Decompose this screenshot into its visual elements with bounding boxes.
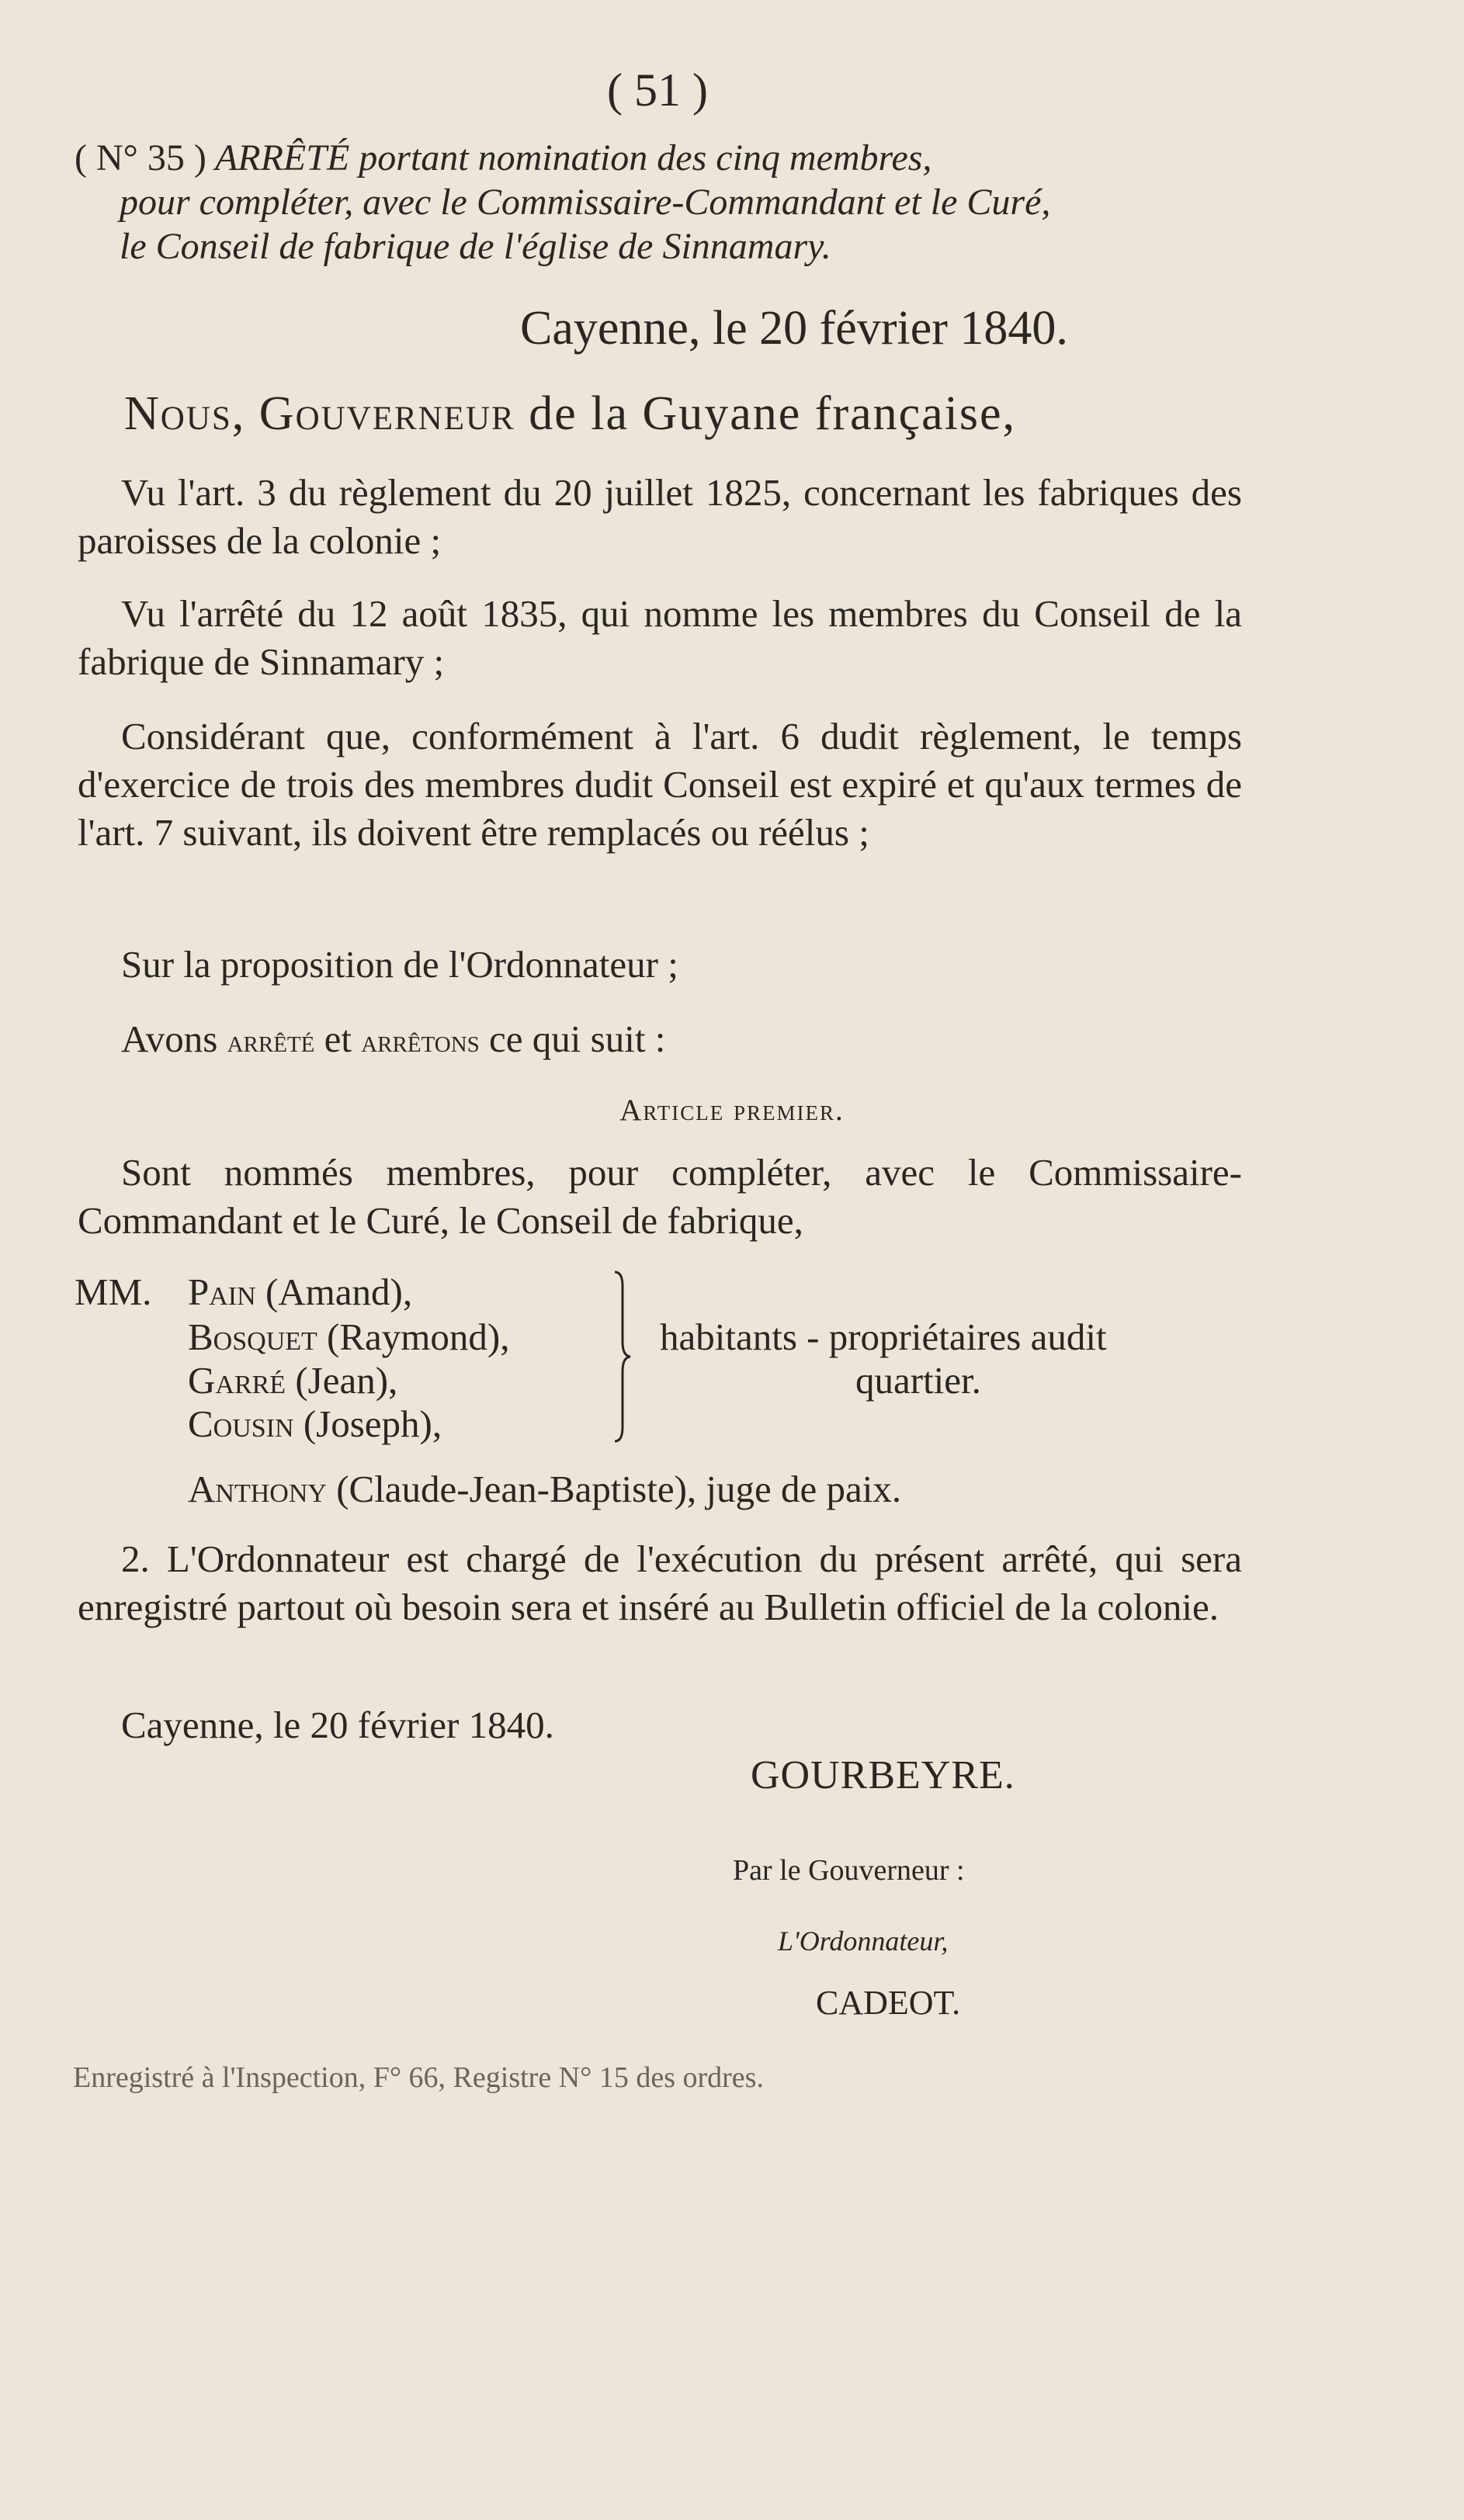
vu-2-text: Vu l'arrêté du 12 août 1835, qui nomme les membres du Conseil de la fabrique de Sinnamary ; xyxy=(78,592,1242,683)
article-2-text: 2. L'Ordonnateur est chargé de l'exécution du présent arrêté, qui sera enregistré partout où besoin sera et inséré au Bulletin officiel de la colonie. xyxy=(78,1537,1242,1628)
considerant-paragraph xyxy=(78,712,1242,857)
vu-1-text: Vu l'art. 3 du règlement du 20 juillet 1825, concernant les fabriques des paroisses de la colonie ; xyxy=(78,471,1242,562)
grouping-brace xyxy=(612,1270,632,1443)
member-1 xyxy=(188,1270,412,1314)
avons-word: Avons xyxy=(121,1017,218,1060)
considerant-text: Considérant que, conformément à l'art. 6 dudit règlement, le temps d'exercice de trois des membres dudit Conseil est expiré et qu'aux termes de l'art. 7 suivant, ils doivent être remplacés ou réélus ; xyxy=(78,715,1242,854)
member-surname: Pain xyxy=(188,1270,256,1313)
member-given: (Amand), xyxy=(265,1270,413,1313)
heading-line-2: pour compléter, avec le Commissaire-Commandant et le Curé, xyxy=(120,182,1051,223)
member-surname: Garré xyxy=(188,1359,286,1402)
decree-title: ARRÊTÉ portant nomination des cinq membres, xyxy=(214,137,932,179)
proposition-line: Sur la proposition de l'Ordonnateur ; xyxy=(121,943,678,986)
heading-line-3: le Conseil de fabrique de l'église de Sinnamary. xyxy=(120,226,831,267)
member-4 xyxy=(188,1402,442,1446)
member-2 xyxy=(188,1315,509,1359)
avons-line xyxy=(121,1015,665,1066)
article-2-paragraph xyxy=(78,1535,1242,1631)
nous-word: Nous xyxy=(124,387,232,440)
member-surname: Bosquet xyxy=(188,1315,317,1358)
vu-paragraph-1 xyxy=(78,469,1242,565)
heading-line-1 xyxy=(75,137,931,179)
anthony-rest: (Claude-Jean-Baptiste), juge de paix. xyxy=(336,1468,902,1510)
registration-note: Enregistré à l'Inspection, F° 66, Registre N° 15 des ordres. xyxy=(73,2061,764,2094)
vu-paragraph-2 xyxy=(78,590,1242,686)
signature-cadeot: CADEOT. xyxy=(816,1984,961,2022)
nous-rest: de la Guyane française, xyxy=(515,387,1017,440)
et-word: et xyxy=(324,1017,352,1060)
member-role-line-2: quartier. xyxy=(855,1359,981,1402)
anthony-surname: Anthony xyxy=(188,1468,327,1510)
par-le-gouverneur: Par le Gouverneur : xyxy=(733,1854,965,1887)
mm-label: MM. xyxy=(75,1270,152,1313)
avons-rest: ce qui suit : xyxy=(489,1017,666,1060)
date-top: Cayenne, le 20 février 1840. xyxy=(520,302,1068,355)
member-role-line-1: habitants - propriétaires audit xyxy=(660,1315,1107,1358)
nous-line xyxy=(124,386,1016,442)
member-anthony xyxy=(188,1467,901,1511)
date-bottom: Cayenne, le 20 février 1840. xyxy=(121,1704,554,1746)
arrete-word: arrêté xyxy=(227,1024,315,1059)
member-given: (Raymond), xyxy=(327,1315,510,1358)
gouverneur-word: Gouverneur xyxy=(258,387,515,440)
member-given: (Jean), xyxy=(295,1359,398,1402)
member-surname: Cousin xyxy=(188,1402,294,1445)
nous-comma: , xyxy=(231,387,259,440)
member-3 xyxy=(188,1358,397,1402)
article-title: Article premier. xyxy=(619,1094,845,1127)
article-1-text: Sont nommés membres, pour compléter, avec le Commissaire-Commandant et le Curé, le Conseil de fabrique, xyxy=(78,1151,1242,1242)
member-given: (Joseph), xyxy=(303,1402,442,1445)
ordonnateur-title: L'Ordonnateur, xyxy=(778,1926,949,1957)
page-number: ( 51 ) xyxy=(607,64,708,116)
article-1-paragraph xyxy=(78,1149,1242,1245)
arretons-word: arrêtons xyxy=(361,1024,480,1059)
decree-number: ( N° 35 ) xyxy=(75,137,206,179)
signature-gourbeyre: GOURBEYRE. xyxy=(751,1753,1015,1797)
